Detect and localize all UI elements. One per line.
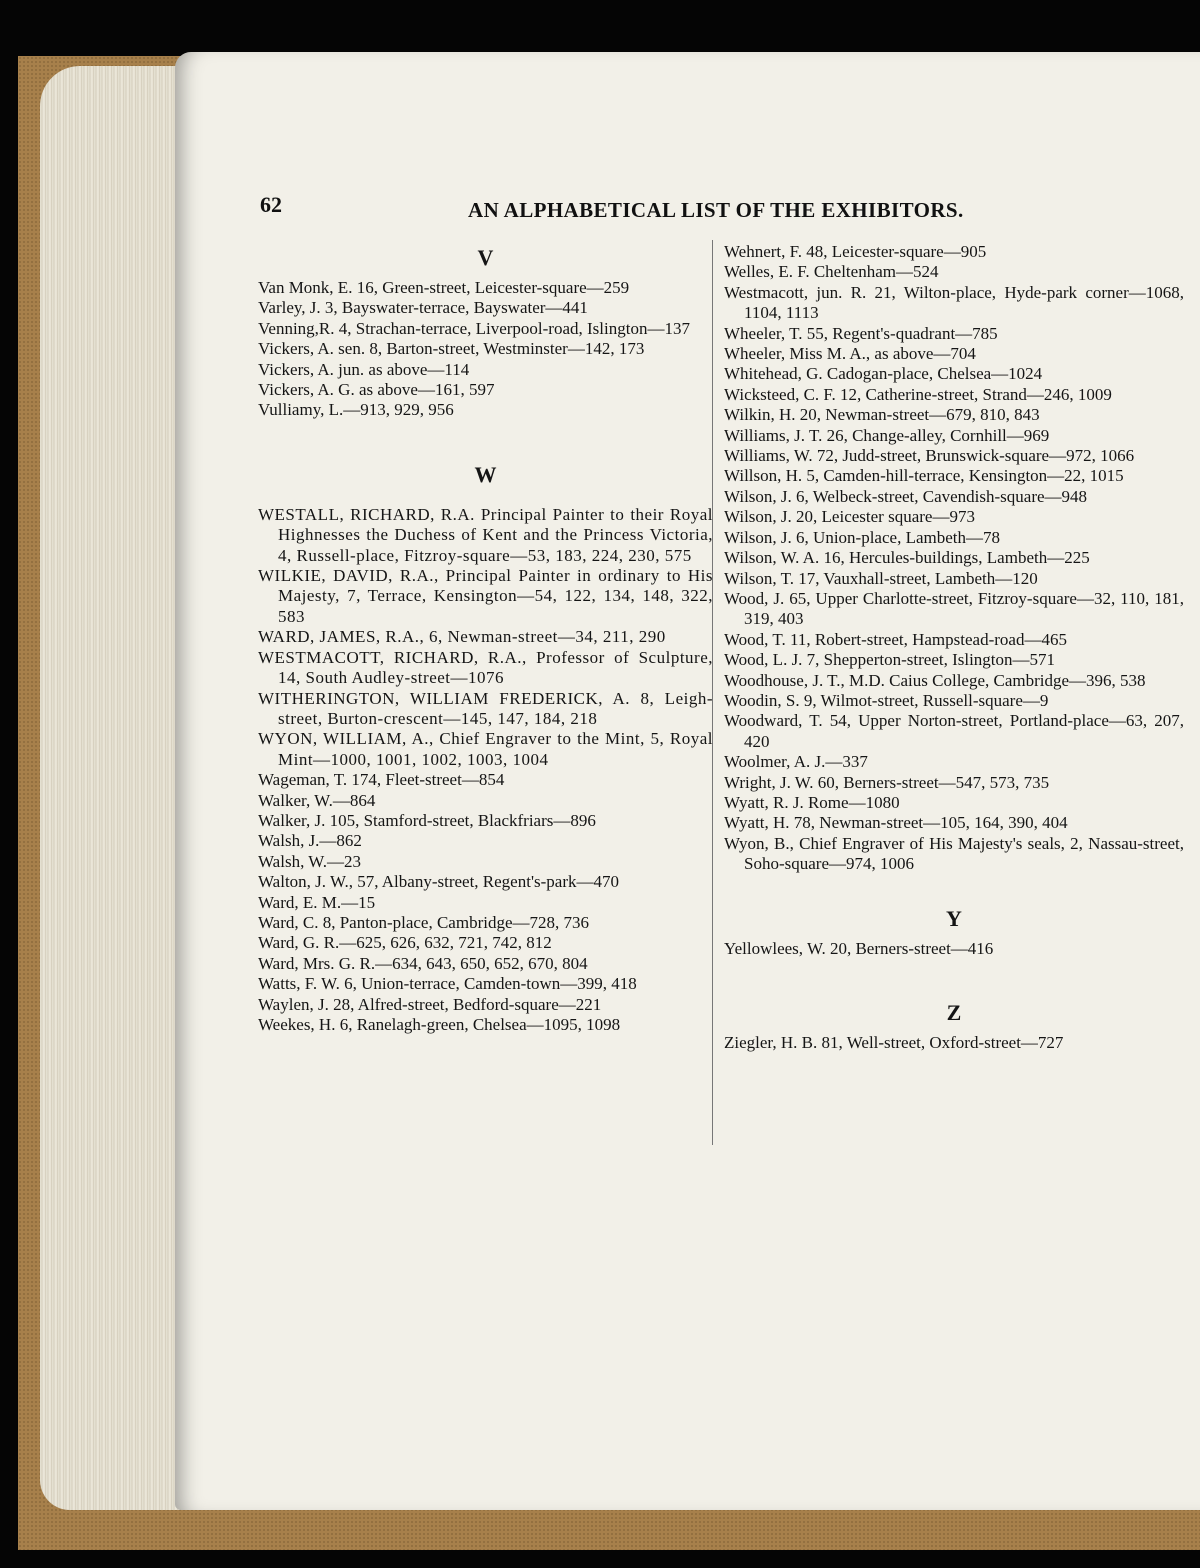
entry: Wicksteed, C. F. 12, Catherine-street, Strand—246, 1009 [724,384,1112,404]
entry: Williams, J. T. 26, Change-alley, Cornhill—969 [724,425,1050,445]
entry: Wood, J. 65, Upper Charlotte-street, Fitzroy-square—32, 110, 181, 319, 403 [724,588,1184,629]
spacer [724,875,1184,899]
entry: WITHERINGTON, WILLIAM FREDERICK, A. 8, Leigh-street, Burton-crescent—145, 147, 184, 218 [258,688,713,728]
entry: Wood, L. J. 7, Shepperton-street, Islington—571 [724,650,1056,670]
entry: Vulliamy, L.—913, 929, 956 [258,400,454,420]
entry: Ziegler, H. B. 81, Well-street, Oxford-street—727 [724,1033,1064,1052]
entry: Walker, J. 105, Stamford-street, Blackfriars—896 [258,810,596,830]
entry: Venning,R. 4, Strachan-terrace, Liverpool-road, Islington—137 [258,318,690,338]
entry: Varley, J. 3, Bayswater-terrace, Bayswater—441 [258,298,588,318]
entry: Wilkin, H. 20, Newman-street—679, 810, 843 [724,405,1040,425]
entry: Wehnert, F. 48, Leicester-square—905 [724,242,987,261]
entry: Wyatt, H. 78, Newman-street—105, 164, 390, 404 [724,813,1068,833]
entry: Woodhouse, J. T., M.D. Caius College, Cambridge—396, 538 [724,670,1146,690]
entry: Ward, Mrs. G. R.—634, 643, 650, 652, 670, 804 [258,953,588,973]
entry: Wilson, J. 6, Union-place, Lambeth—78 [724,527,1000,547]
entry: Wheeler, T. 55, Regent's-quadrant—785 [724,323,998,343]
entry: Wilson, J. 20, Leicester square—973 [724,507,975,527]
entry: Wheeler, Miss M. A., as above—704 [724,344,976,364]
entry: Welles, E. F. Cheltenham—524 [724,262,939,282]
spacer [724,959,1184,993]
running-head: AN ALPHABETICAL LIST OF THE EXHIBITORS. [468,198,964,222]
entry: Wyatt, R. J. Rome—1080 [724,792,900,812]
entry: Willson, H. 5, Camden-hill-terrace, Kensington—22, 1015 [724,466,1124,486]
entry: Walton, J. W., 57, Albany-street, Regent's-park—470 [258,872,620,892]
entry: WESTMACOTT, RICHARD, R.A., Professor of Sculpture, 14, South Audley-street—1076 [258,647,713,688]
left-column [258,238,713,1035]
section-letter-w: W [474,461,497,487]
entry: Wageman, T. 174, Fleet-street—854 [258,770,505,790]
page-number: 62 [260,192,282,217]
entry: Ward, E. M.—15 [258,892,376,912]
entry: WESTALL, RICHARD, R.A. Principal Painter to their Royal Highnesses the Duchess of Kent and the Princess Victoria, 4, Russell-place, Fitzroy-square—53, 183, 224, 230, 575 [258,504,713,565]
entry: Walsh, J.—862 [258,831,362,851]
entry: Williams, W. 72, Judd-street, Brunswick-square—972, 1066 [724,446,1135,466]
entry: Wyon, B., Chief Engraver of His Majesty's seals, 2, Nassau-street, Soho-square—974, 1006 [724,833,1184,874]
entry: Wood, T. 11, Robert-street, Hampstead-road—465 [724,629,1067,649]
entry: Wilson, W. A. 16, Hercules-buildings, Lambeth—225 [724,548,1090,568]
spacer [258,495,713,505]
page-edges [40,66,180,1510]
entry: Wilson, J. 6, Welbeck-street, Cavendish-square—948 [724,486,1088,506]
entry: Ward, G. R.—625, 626, 632, 721, 742, 812 [258,933,552,953]
entry: Whitehead, G. Cadogan-place, Chelsea—1024 [724,364,1043,384]
entry: Woodward, T. 54, Upper Norton-street, Portland-place—63, 207, 420 [724,711,1184,751]
entry: Van Monk, E. 16, Green-street, Leicester-square—259 [258,278,630,297]
section-letter-z: Z [946,1000,962,1025]
entry: Weekes, H. 6, Ranelagh-green, Chelsea—1095, 1098 [258,1015,621,1034]
entry: Westmacott, jun. R. 21, Wilton-place, Hyde-park corner—1068, 1104, 1113 [724,282,1184,323]
entry: Wilson, T. 17, Vauxhall-street, Lambeth—120 [724,568,1038,588]
section-letter-y: Y [946,905,962,931]
entry: Yellowlees, W. 20, Berners-street—416 [724,938,994,958]
entry: Walker, W.—864 [258,790,376,810]
spacer [258,421,713,455]
entry: Waylen, J. 28, Alfred-street, Bedford-square—221 [258,994,602,1014]
entry: Walsh, W.—23 [258,851,361,871]
entry: Vickers, A. G. as above—161, 597 [258,380,495,400]
entry: Vickers, A. jun. as above—114 [258,359,470,379]
entry: Woodin, S. 9, Wilmot-street, Russell-square—9 [724,690,1049,710]
entry: Wright, J. W. 60, Berners-street—547, 573, 735 [724,772,1050,792]
entry: WYON, WILLIAM, A., Chief Engraver to the Mint, 5, Royal Mint—1000, 1001, 1002, 1003, 1004 [258,729,713,769]
entry: WARD, JAMES, R.A., 6, Newman-street—34, 211, 290 [258,627,666,647]
section-letter-v: V [477,245,494,270]
entry: WILKIE, DAVID, R.A., Principal Painter in ordinary to His Majesty, 7, Terrace, Kensington—54, 122, 134, 148, 322, 583 [258,566,713,626]
entry: Ward, C. 8, Panton-place, Cambridge—728, 736 [258,912,590,932]
entry: Watts, F. W. 6, Union-terrace, Camden-town—399, 418 [258,974,637,994]
entry: Vickers, A. sen. 8, Barton-street, Westminster—142, 173 [258,339,645,359]
entry: Woolmer, A. J.—337 [724,752,868,772]
right-column [724,242,1184,1053]
